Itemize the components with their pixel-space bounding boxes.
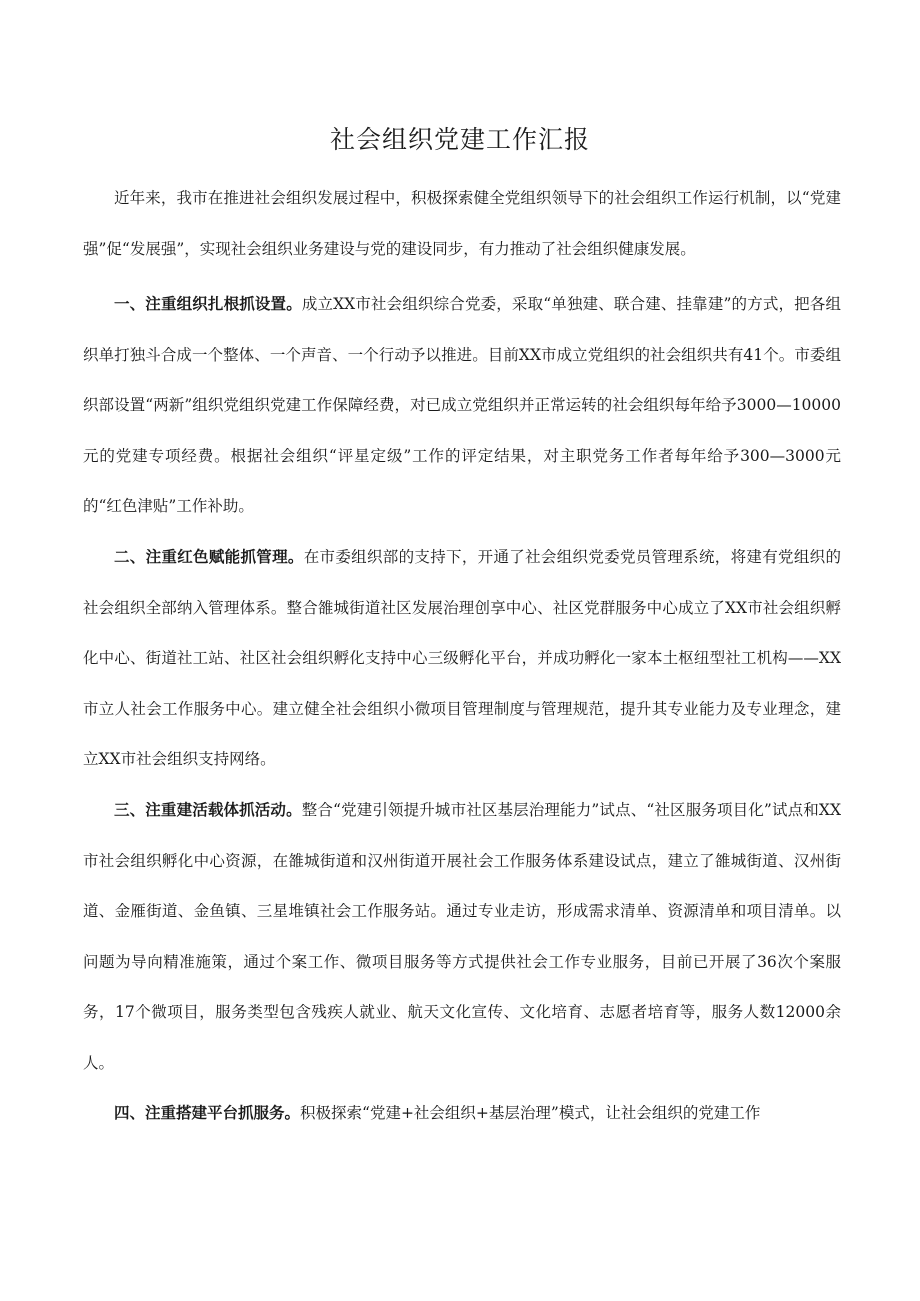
section-1-text: 成立XX市社会组织综合党委，采取“单独建、联合建、挂靠建”的方式，把各组织单打独斗合成一个整体、一个声音、一个行动予以推进。目前XX市成立党组织的社会组织共有41个。市委组织部设置“两新”组织党组织党建工作保障经费，对已成立党组织并正常运转的社会组织每年给予3000—10000元的党建专项经费。根据社会组织“评星定级”工作的评定结果，对主职党务工作者每年给予300—3000元的“红色津贴”工作补助。: [83, 295, 841, 515]
section-3-paragraph: [83, 785, 841, 1088]
section-4-paragraph: [83, 1088, 841, 1139]
section-2-heading: 二、注重红色赋能抓管理。: [114, 547, 304, 566]
section-3-text: 整合“党建引领提升城市社区基层治理能力”试点、“社区服务项目化”试点和XX市社会组织孵化中心资源，在雒城街道和汉州街道开展社会工作服务体系建设试点，建立了雒城街道、汉州街道、金雁街道、金鱼镇、三星堆镇社会工作服务站。通过专业走访，形成需求清单、资源清单和项目清单。以问题为导向精准施策，通过个案工作、微项目服务等方式提供社会工作专业服务，目前已开展了36次个案服务，17个微项目，服务类型包含残疾人就业、航天文化宣传、文化培育、志愿者培育等，服务人数12000余人。: [83, 801, 841, 1072]
section-4-text: 积极探索“党建+社会组织+基层治理”模式，让社会组织的党建工作: [300, 1104, 761, 1122]
document-title: 社会组织党建工作汇报: [329, 125, 590, 154]
section-3-heading: 三、注重建活载体抓活动。: [114, 800, 302, 819]
section-2-paragraph: [83, 532, 841, 785]
section-1-heading: 一、注重组织扎根抓设置。: [114, 294, 302, 313]
intro-paragraph: 近年来，我市在推进社会组织发展过程中，积极探索健全党组织领导下的社会组织工作运行机制，以“党建强”促“发展强”，实现社会组织业务建设与党的建设同步，有力推动了社会组织健康发展。: [83, 189, 841, 258]
section-4-heading: 四、注重搭建平台抓服务。: [114, 1103, 301, 1122]
section-1-paragraph: [83, 279, 841, 532]
section-2-text: 在市委组织部的支持下，开通了社会组织党委党员管理系统，将建有党组织的社会组织全部纳入管理体系。整合雒城街道社区发展治理创享中心、社区党群服务中心成立了XX市社会组织孵化中心、街道社工站、社区社会组织孵化支持中心三级孵化平台，并成功孵化一家本土枢纽型社工机构——XX市立人社会工作服务中心。建立健全社会组织小微项目管理制度与管理规范，提升其专业能力及专业理念，建立XX市社会组织支持网络。: [83, 548, 841, 768]
